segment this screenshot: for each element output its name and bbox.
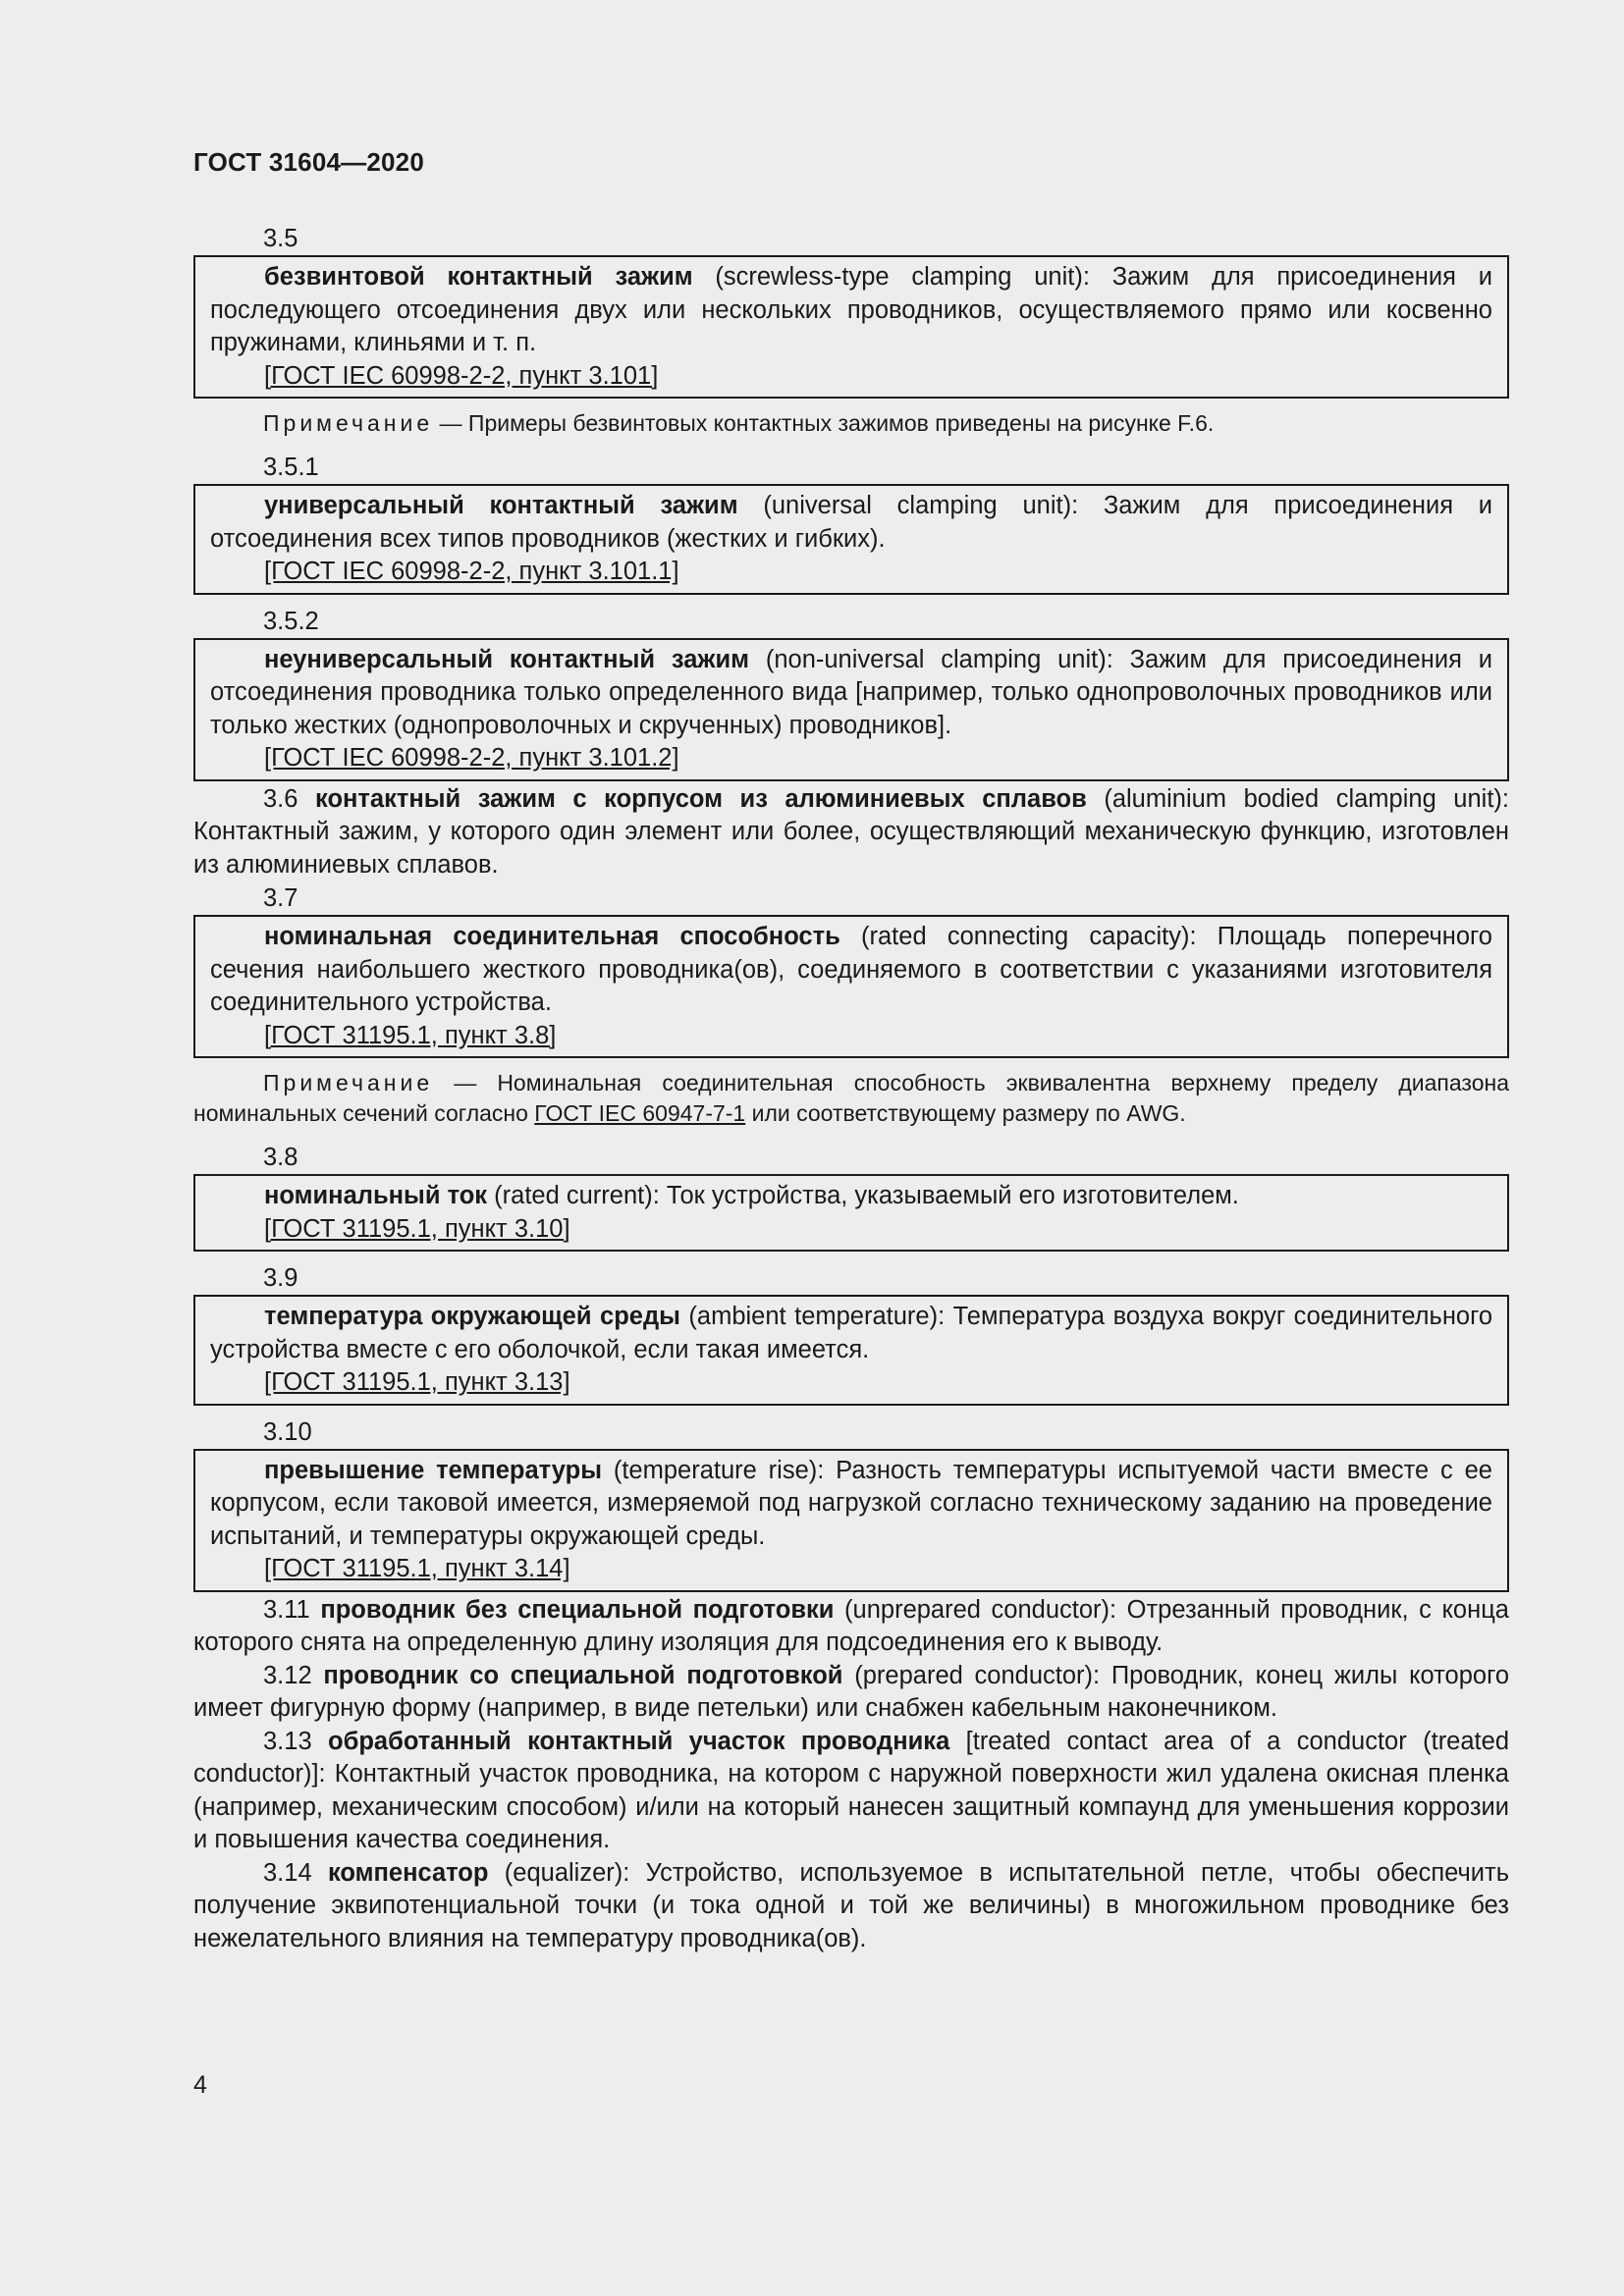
term-definition-text: (aluminium bodied clamping unit): Контактный зажим, у которого один элемент или более, осуществляющий механическую функцию, изготовлен из алюминиевых сплавов. [193,784,1510,879]
note-label: Примечание [263,410,434,436]
term-name: обработанный контактный участок проводника [328,1727,950,1755]
term-definition-text: (ambient temperature): Температура воздуха вокруг соединительного устройства вместе с его оболочкой, если такая имеется. [210,1303,1493,1363]
term-definition [210,921,1492,1020]
clause-number: 3.10 [263,1417,312,1446]
term-name: номинальная соединительная способность [264,923,840,950]
clause-paragraph [193,1594,1509,1660]
clause-paragraph [193,1726,1509,1857]
term-source [210,1366,1492,1400]
clause-number: 3.11 [263,1595,310,1624]
term-definition-text: (equalizer): Устройство, используемое в испытательной петле, чтобы обеспечить получение эквипотенциальной точки (и тока одной и той же величины) в многожильном проводнике без нежелательного влияния на температуру проводника(ов). [193,1858,1509,1952]
term-definition-text: (prepared conductor): Проводник, конец жилы которого имеет фигурную форму (например, в виде петельки) или снабжен кабельным наконечником. [193,1661,1509,1722]
term-definition-text: (unprepared conductor): Отрезанный проводник, с конца которого снята на определенную длину изоляция для подсоединения его к выводу. [193,1595,1509,1656]
clause-number: 3.12 [263,1661,312,1689]
note-text: — Примеры безвинтовых контактных зажимов приведены на рисунке F.6. [433,410,1215,436]
term-definition [210,644,1492,743]
note-text: — Номинальная соединительная способность эквивалентна верхнему пределу диапазона номинальных сечений согласно [193,1070,1509,1126]
term-name: безвинтовой контактный зажим [264,263,693,291]
source-reference: [ГОСТ IEC 60998-2-2, пункт 3.101.2] [264,744,679,772]
term-name: температура окружающей среды [264,1303,680,1330]
term-name: компенсатор [327,1858,489,1887]
term-source [210,1213,1492,1247]
note [193,1068,1509,1129]
clause-number: 3.5.1 [263,454,319,481]
term-name: неуниверсальный контактный зажим [264,645,749,673]
source-reference: [ГОСТ IEC 60998-2-2, пункт 3.101.1] [264,558,679,585]
term-definition [210,1180,1492,1213]
clause-number: 3.13 [263,1727,312,1755]
standard-link[interactable]: ГОСТ IEC 60947-7-1 [534,1100,746,1126]
clause-number: 3.6 [263,784,298,813]
clause-number: 3.5 [263,225,298,252]
term-box [193,1295,1509,1406]
term-box [193,638,1509,781]
source-reference: [ГОСТ IEC 60998-2-2, пункт 3.101] [264,361,659,390]
clause-number: 3.8 [263,1144,298,1171]
term-name: универсальный контактный зажим [264,492,738,519]
term-source [210,556,1492,589]
term-definition [210,490,1492,556]
source-reference: [ГОСТ 31195.1, пункт 3.14] [264,1555,570,1582]
term-name: контактный зажим с корпусом из алюминиевых сплавов [315,784,1087,813]
document-header: ГОСТ 31604—2020 [193,147,424,177]
clause-paragraph [193,783,1509,882]
term-source [210,1553,1492,1586]
term-definition [210,261,1492,360]
term-source [210,742,1492,775]
clause-number: 3.14 [263,1858,312,1887]
source-reference: [ГОСТ 31195.1, пункт 3.10] [264,1214,570,1243]
term-definition-text: [treated contact area of a conductor (treated conductor)]: Контактный участок проводника, на котором с наружной поверхности жил удалена окисная пленка (например, механическим способом) и/или на который нанесен защитный компаунд для уменьшения коррозии и повышения качества соединения. [193,1727,1509,1853]
document-body [193,222,1509,1955]
note-label: Примечание [263,1070,434,1095]
clause-paragraph [193,1660,1509,1726]
source-reference: [ГОСТ 31195.1, пункт 3.8] [264,1021,557,1049]
term-definition-text: (rated current): Ток устройства, указываемый его изготовителем. [487,1182,1239,1209]
term-definition-text: (universal clamping unit): Зажим для присоединения и отсоединения всех типов проводников (жестких и гибких). [210,492,1492,553]
term-box [193,1174,1509,1252]
term-definition [210,1301,1492,1366]
term-name: проводник со специальной подготовкой [323,1661,843,1689]
term-source [210,360,1492,394]
term-name: номинальный ток [264,1182,488,1209]
clause-paragraph [193,1857,1509,1956]
term-definition-text: (screwless-type clamping unit): Зажим для присоединения и последующего отсоединения двух или нескольких проводников, осуществляемого прямо или косвенно пружинами, клиньями и т. п. [210,263,1492,356]
term-box [193,255,1509,399]
term-box [193,1449,1509,1592]
term-definition-text: (rated connecting capacity): Площадь поперечного сечения наибольшего жесткого проводника(ов), соединяемого в соответствии с указаниями изготовителя соединительного устройства. [210,923,1492,1016]
term-name: превышение температуры [264,1456,603,1484]
term-box [193,484,1509,595]
clause-number: 3.9 [263,1264,298,1292]
clause-number: 3.7 [263,884,298,912]
term-source [210,1020,1492,1053]
term-definition-text: (non-universal clamping unit): Зажим для присоединения и отсоединения проводника только определенного вида [например, только однопроволочных проводников или только жестких (однопроволочных и скрученных) проводников]. [210,645,1492,739]
term-box [193,915,1509,1058]
clause-number: 3.5.2 [263,607,319,635]
page-number: 4 [193,2071,207,2099]
term-name: проводник без специальной подготовки [320,1595,835,1624]
source-reference: [ГОСТ 31195.1, пункт 3.13] [264,1368,570,1396]
note-text: или соответствующему размеру по AWG. [745,1100,1186,1126]
note [193,408,1509,439]
term-definition [210,1455,1492,1554]
term-definition-text: (temperature rise): Разность температуры испытуемой части вместе с ее корпусом, если таковой имеется, измеряемой под нагрузкой согласно техническому заданию на проведение испытаний, и температуры окружающей среды. [210,1456,1492,1550]
